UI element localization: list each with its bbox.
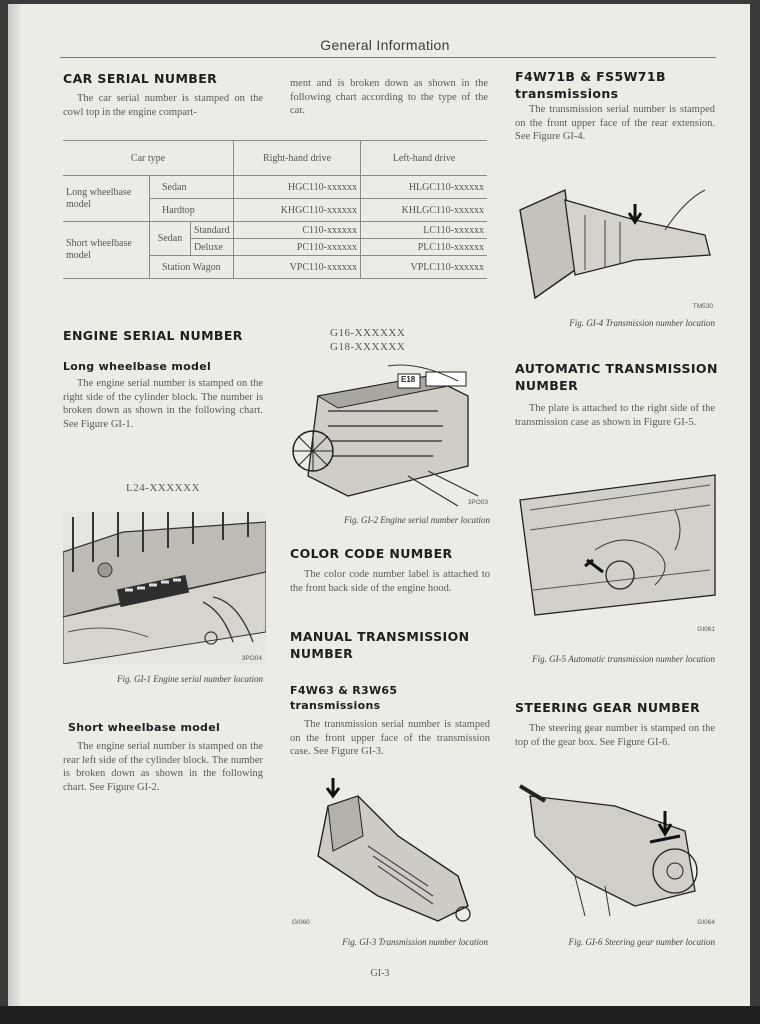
figure-gi3-id: GI060	[292, 919, 310, 926]
car-serial-text-cont: ment and is broken down as shown in the following chart according to the type of the car.	[290, 78, 488, 116]
table-row	[63, 222, 487, 239]
manual-trans-text: The transmission serial number is stamped on the front upper face of the transmission case. See Figure GI-3.	[290, 719, 490, 757]
table-header-rhd: Right-hand drive	[234, 141, 361, 176]
manual-trans-heading: MANUAL TRANSMISSION NUMBER	[290, 629, 470, 661]
figure-gi4-caption: Fig. GI-4 Transmission number location	[569, 318, 715, 328]
table-cell-rhd: C110-xxxxxx	[234, 222, 361, 239]
table-cell-short-model: Short wheelbase model	[63, 222, 150, 279]
figure-gi4-id: TM530	[692, 303, 713, 310]
page-header-title: General Information	[320, 37, 450, 53]
l24-code: L24-XXXXXX	[125, 482, 201, 494]
short-wheelbase-heading: Short wheelbase model	[68, 721, 221, 734]
header-rule	[60, 57, 716, 58]
table-header-lhd: Left-hand drive	[361, 141, 488, 176]
table-cell-sedan: Sedan	[150, 222, 191, 256]
auto-trans-heading: AUTOMATIC TRANSMISSION NUMBER	[515, 361, 718, 393]
table-cell-trim: Deluxe	[191, 239, 234, 256]
page-number: GI-3	[370, 968, 390, 979]
table-cell-lhd: HLGC110-xxxxxx	[361, 176, 488, 199]
figure-gi1-engine-block	[63, 512, 266, 664]
figure-gi1-id: 3PO04	[241, 655, 262, 662]
figure-gi2-id: 3PO03	[467, 499, 488, 506]
figure-gi2-caption: Fig. GI-2 Engine serial number location	[344, 515, 490, 525]
figure-gi2-plate-text: E18	[401, 375, 416, 384]
g16-code: G16-XXXXXX	[330, 327, 406, 339]
table-header-car-type: Car type	[63, 141, 234, 176]
table-cell-rhd: KHGC110-xxxxxx	[234, 199, 361, 222]
steering-text: The steering gear number is stamped on the top of the gear box. See Figure GI-6.	[515, 723, 715, 748]
table-cell-trim: Standard	[191, 222, 234, 239]
figure-gi3-transmission	[288, 776, 488, 928]
figure-gi6-caption: Fig. GI-6 Steering gear number location	[568, 937, 715, 947]
figure-gi4-transmission	[515, 180, 717, 312]
table-cell-lhd: LC110-xxxxxx	[361, 222, 488, 239]
table-cell-type: Sedan	[150, 176, 234, 199]
table-cell-lhd: PLC110-xxxxxx	[361, 239, 488, 256]
auto-trans-text: The plate is attached to the right side of the transmission case as shown in Figure GI-5.	[515, 403, 715, 428]
figure-gi5-caption: Fig. GI-5 Automatic transmission number location	[532, 654, 715, 664]
color-code-text: The color code number label is attached to the front back side of the engine hood.	[290, 569, 490, 594]
g18-code: G18-XXXXXX	[330, 341, 406, 353]
figure-gi1-caption: Fig. GI-1 Engine serial number location	[117, 674, 263, 684]
car-serial-text: The car serial number is stamped on the cowl top in the engine compart-	[63, 93, 263, 118]
car-serial-heading: CAR SERIAL NUMBER	[63, 71, 218, 86]
table-cell-long-model: Long wheelbase model	[63, 176, 150, 222]
table-cell-rhd: HGC110-xxxxxx	[234, 176, 361, 199]
page-spine-shadow	[8, 4, 22, 1006]
f4w63-heading: F4W63 & R3W65 transmissions	[290, 684, 398, 712]
steering-heading: STEERING GEAR NUMBER	[515, 700, 701, 715]
table-row	[63, 176, 487, 199]
figure-gi6-steering-gear	[515, 776, 719, 928]
figure-gi6-id: GI064	[697, 919, 715, 926]
scan-bottom-edge	[0, 1006, 760, 1024]
table-header-row	[63, 141, 487, 176]
car-serial-table	[63, 140, 487, 279]
f4w71b-heading: F4W71B & FS5W71B transmissions	[515, 69, 666, 101]
f4w71b-text: The transmission serial number is stamped on the front upper face of the rear extension. See Figure GI-4.	[515, 104, 715, 142]
table-cell-type: Station Wagon	[150, 256, 234, 279]
short-wheelbase-text: The engine serial number is stamped on the rear left side of the cylinder block. The number is broken down as shown in the following chart. See Figure GI-2.	[63, 741, 263, 793]
table-cell-type: Hardtop	[150, 199, 234, 222]
figure-gi5-id: GI061	[697, 626, 715, 633]
figure-gi2-engine	[288, 356, 492, 508]
figure-gi5-auto-transmission	[515, 470, 719, 635]
table-cell-rhd: PC110-xxxxxx	[234, 239, 361, 256]
long-wheelbase-heading: Long wheelbase model	[63, 360, 212, 373]
table-cell-rhd: VPC110-xxxxxx	[234, 256, 361, 279]
color-code-heading: COLOR CODE NUMBER	[290, 546, 453, 561]
table-cell-lhd: KHLGC110-xxxxxx	[361, 199, 488, 222]
engine-serial-heading: ENGINE SERIAL NUMBER	[63, 328, 243, 343]
table-cell-lhd: VPLC110-xxxxxx	[361, 256, 488, 279]
figure-gi3-caption: Fig. GI-3 Transmission number location	[342, 937, 488, 947]
long-wheelbase-text: The engine serial number is stamped on the right side of the cylinder block. The number is broken down as shown in the following chart. See Figure GI-1.	[63, 378, 263, 430]
